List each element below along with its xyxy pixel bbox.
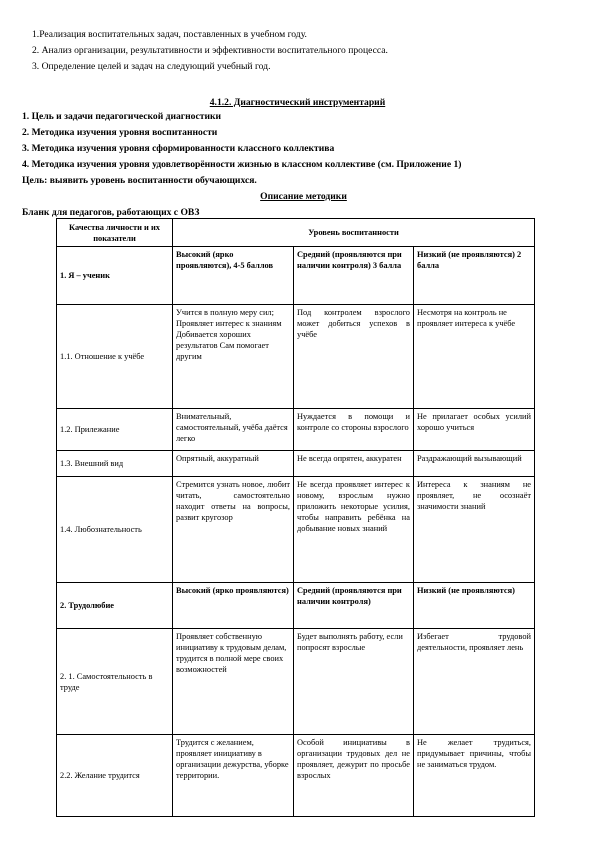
section-2-mid: Средний (проявляются при наличии контроля)	[294, 583, 414, 629]
table-row	[57, 477, 535, 583]
section-2-high: Высокий (ярко проявляются)	[173, 583, 294, 629]
row-label: 1.4. Любознательность	[57, 477, 173, 583]
section-title: 4.1.2. Диагностический инструментарий	[209, 97, 386, 108]
row-mid: Будет выполнять работу, если попросят взрослые	[294, 629, 414, 735]
section-2-low: Низкий (не проявляются)	[414, 583, 535, 629]
header-quality: Качества личности и их показатели	[57, 219, 173, 247]
row-low: Несмотря на контроль не проявляет интереса к учёбе	[414, 305, 535, 409]
row-low: Раздражающий вызывающий	[414, 451, 535, 477]
table-row	[57, 629, 535, 735]
diag-item-2: 2. Методика изучения уровня воспитанности	[22, 127, 218, 138]
row-mid: Не всегда проявляет интерес к новому, взрослым нужно приложить некоторые усилия, чтобы направить ребёнка на добывание новых знаний	[294, 477, 414, 583]
form-title: Бланк для педагогов, работающих с ОВЗ	[22, 207, 200, 218]
row-mid: Особой инициативы в организации трудовых дел не проявляет, дежурит по просьбе взрослых	[294, 735, 414, 817]
row-low: Избегает трудовой деятельности, проявляет лень	[414, 629, 535, 735]
row-mid: Под контролем взрослого может добиться успехов в учёбе	[294, 305, 414, 409]
header-level: Уровень воспитанности	[173, 219, 535, 247]
diag-item-3: 3. Методика изучения уровня сформированности классного коллектива	[22, 143, 335, 154]
row-mid: Нуждается в помощи и контроле со стороны взрослого	[294, 409, 414, 451]
intro-item-1: 1.Реализация воспитательных задач, поставленных в учебном году.	[32, 29, 307, 40]
table-header-row	[57, 219, 535, 247]
row-mid: Не всегда опрятен, аккуратен	[294, 451, 414, 477]
intro-item-2: 2. Анализ организации, результативности и эффективности воспитательного процесса.	[32, 45, 388, 56]
diag-item-4: 4. Методика изучения уровня удовлетворённости жизнью в классном коллективе (см. Приложение 1)	[22, 159, 462, 170]
section-1-low: Низкий (не проявляются) 2 балла	[414, 247, 535, 305]
section-label-2: 2. Трудолюбие	[57, 583, 173, 629]
row-low: Не желает трудиться, придумывает причины, чтобы не заниматься трудом.	[414, 735, 535, 817]
method-title: Описание методики	[260, 191, 347, 202]
row-high: Внимательный, самостоятельный, учёба даётся легко	[173, 409, 294, 451]
section-row-1	[57, 247, 535, 305]
row-low: Не прилагает особых усилий хорошо учиться	[414, 409, 535, 451]
goal-line: Цель: выявить уровень воспитанности обучающихся.	[22, 175, 257, 186]
table-row	[57, 451, 535, 477]
row-label: 1.1. Отношение к учёбе	[57, 305, 173, 409]
table-row	[57, 305, 535, 409]
row-low: Интереса к знаниям не проявляет, не осознаёт значимости знаний	[414, 477, 535, 583]
section-label-1: 1. Я – ученик	[57, 247, 173, 305]
row-high: Учится в полную меру сил; Проявляет интерес к знаниям Добивается хороших результатов Сам помогает другим	[173, 305, 294, 409]
section-row-2	[57, 583, 535, 629]
row-label: 1.3. Внешний вид	[57, 451, 173, 477]
row-high: Проявляет собственную инициативу к трудовым делам, трудится в полной мере своих возможностей	[173, 629, 294, 735]
row-high: Стремится узнать новое, любит читать, самостоятельно находит ответы на вопросы, развит кругозор	[173, 477, 294, 583]
section-1-high: Высокий (ярко проявляются), 4-5 баллов	[173, 247, 294, 305]
table-row	[57, 735, 535, 817]
table-row	[57, 409, 535, 451]
upbringing-level-table	[56, 218, 535, 817]
row-label: 2.2. Желание трудится	[57, 735, 173, 817]
row-label: 2. 1. Самостоятельность в труде	[57, 629, 173, 735]
diag-item-1: 1. Цель и задачи педагогической диагностики	[22, 111, 222, 122]
intro-item-3: 3. Определение целей и задач на следующий учебный год.	[32, 61, 271, 72]
row-label: 1.2. Прилежание	[57, 409, 173, 451]
row-high: Опрятный, аккуратный	[173, 451, 294, 477]
section-1-mid: Средний (проявляются при наличии контроля) 3 балла	[294, 247, 414, 305]
row-high: Трудится с желанием, проявляет инициативу в организации дежурства, уборке территории.	[173, 735, 294, 817]
